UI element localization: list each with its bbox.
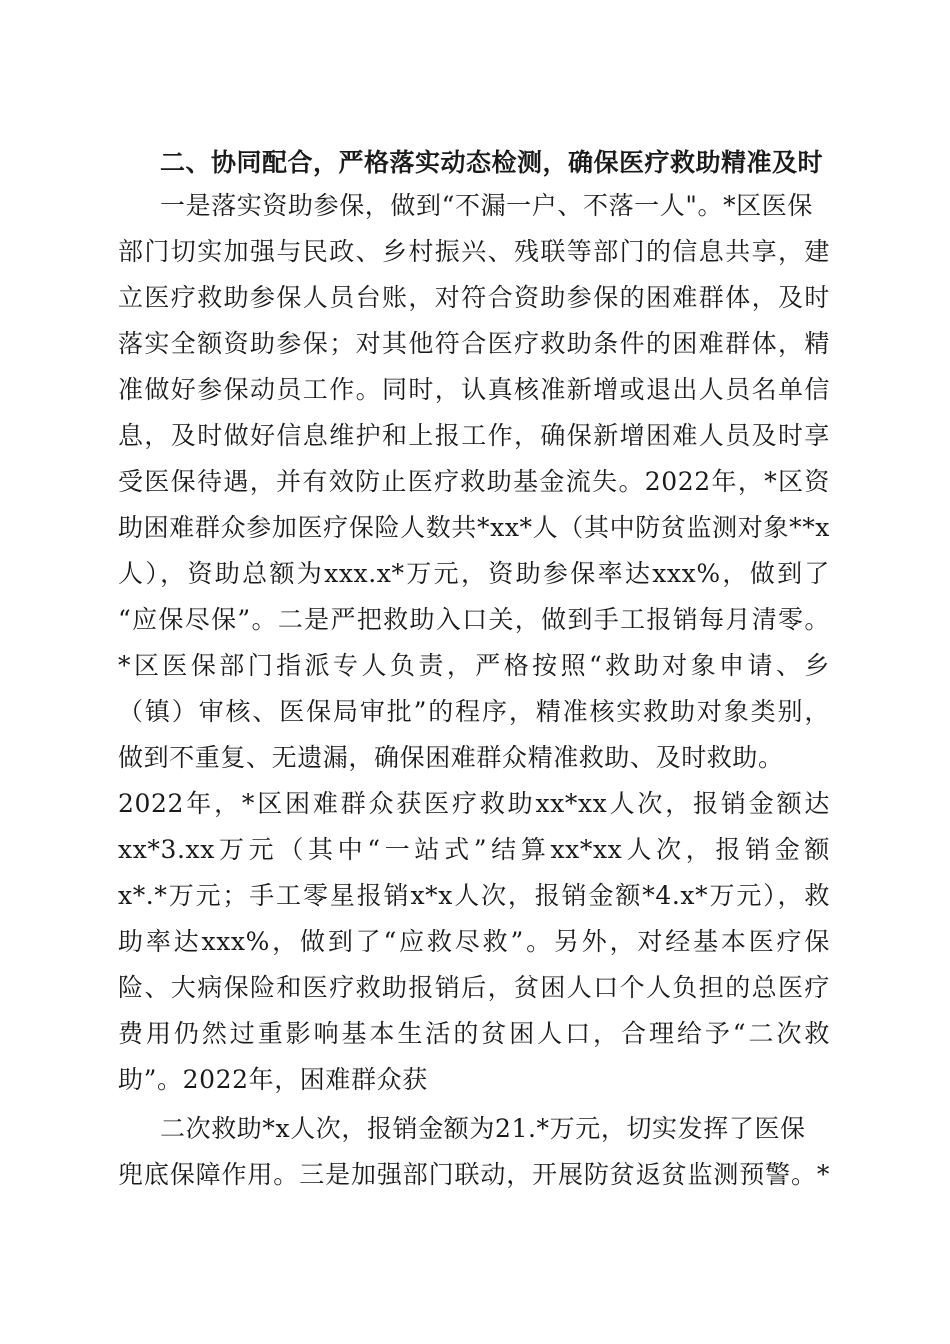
paragraph-line: 险、大病保险和医疗救助报销后，贫困人口个人负担的总医疗 bbox=[118, 973, 830, 1002]
paragraph-line: 助困难群众参加医疗保险人数共*xx*人（其中防贫监测对象**x bbox=[118, 513, 830, 542]
paragraph-line: 兜底保障作用。三是加强部门联动，开展防贫返贫监测预警。* bbox=[118, 1160, 830, 1189]
paragraph-line: x*.*万元；手工零星报销x*x人次，报销金额*4.x*万元），救 bbox=[118, 881, 830, 910]
paragraph-line: “应保尽保”。二是严把救助入口关，做到手工报销每月清零。 bbox=[118, 605, 830, 634]
paragraph-line: 二次救助*x人次，报销金额为21.*万元，切实发挥了医保 bbox=[160, 1114, 806, 1143]
paragraph-line: xx*3.xx万元（其中“一站式”结算xx*xx人次，报销金额 bbox=[118, 835, 830, 864]
paragraph-line: 一是落实资助参保，做到“不漏一户、不落一人"。*区医保 bbox=[160, 191, 813, 220]
paragraph-line: 立医疗救助参保人员台账，对符合资助参保的困难群体，及时 bbox=[118, 283, 830, 312]
paragraph-line: 落实全额资助参保；对其他符合医疗救助条件的困难群体，精 bbox=[118, 329, 830, 358]
paragraph-line: *区医保部门指派专人负责，严格按照“救助对象申请、乡 bbox=[118, 651, 830, 680]
paragraph-line: 助”。2022年，困难群众获 bbox=[118, 1065, 428, 1094]
paragraph-line: 做到不重复、无遗漏，确保困难群众精准救助、及时救助。 bbox=[118, 743, 784, 772]
paragraph-line: 人），资助总额为xxx.x*万元，资助参保率达xxx%，做到了 bbox=[118, 559, 830, 588]
paragraph-line: （镇）审核、医保局审批”的程序，精准核实救助对象类别， bbox=[118, 697, 830, 726]
paragraph-line: 息，及时做好信息维护和上报工作，确保新增困难人员及时享 bbox=[118, 421, 830, 450]
paragraph-line: 助率达xxx%，做到了“应救尽救”。另外，对经基本医疗保 bbox=[118, 927, 830, 956]
paragraph-line: 2022年，*区困难群众获医疗救助xx*xx人次，报销金额达 bbox=[118, 789, 830, 818]
paragraph-line: 受医保待遇，并有效防止医疗救助基金流失。2022年，*区资 bbox=[118, 467, 830, 496]
paragraph-line: 准做好参保动员工作。同时，认真核准新增或退出人员名单信 bbox=[118, 375, 830, 404]
paragraph-line: 部门切实加强与民政、乡村振兴、残联等部门的信息共享，建 bbox=[118, 237, 830, 266]
paragraph-line: 费用仍然过重影响基本生活的贫困人口，合理给予“二次救 bbox=[118, 1019, 830, 1048]
section-heading: 二、协同配合，严格落实动态检测，确保医疗救助精准及时 bbox=[160, 148, 824, 177]
